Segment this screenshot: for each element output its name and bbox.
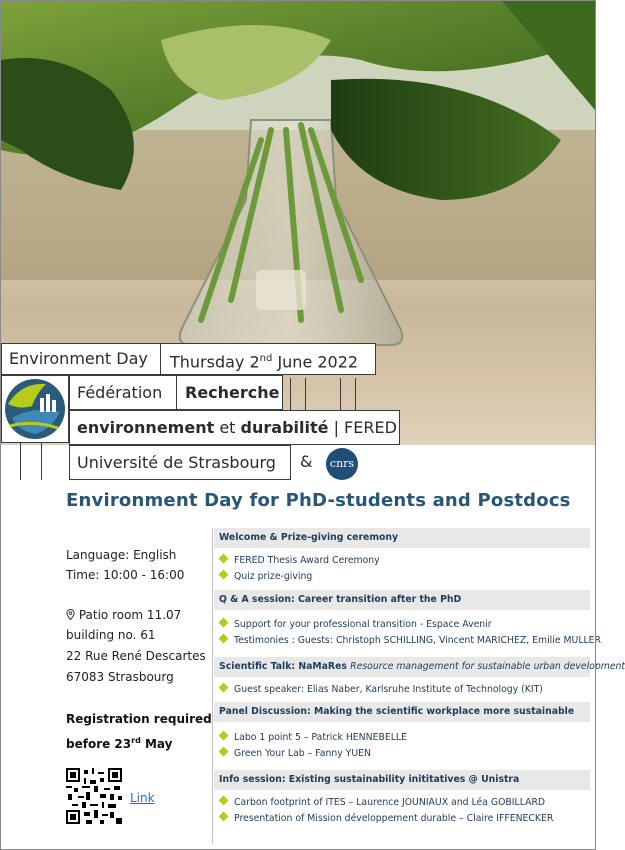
recherche-label: Recherche bbox=[185, 383, 280, 402]
list-item: Labo 1 point 5 – Patrick HENNEBELLE bbox=[220, 730, 407, 746]
page-title: Environment Day for PhD-students and Postdocs bbox=[66, 490, 571, 511]
bullet-diamond-icon bbox=[219, 634, 229, 644]
event-name-box bbox=[1, 343, 161, 375]
qr-code-icon bbox=[66, 768, 122, 824]
building-info: building no. 61 bbox=[66, 628, 156, 642]
cnrs-logo: cnrs bbox=[326, 448, 358, 480]
bullet-diamond-icon bbox=[219, 747, 229, 757]
event-name: Environment Day bbox=[9, 349, 148, 368]
bullet-diamond-icon bbox=[219, 554, 229, 564]
list-item: Quiz prize-giving bbox=[220, 569, 312, 585]
durabilite-label: durabilité bbox=[240, 418, 329, 437]
fered-logo bbox=[1, 375, 69, 443]
fered-logo-icon bbox=[2, 376, 68, 442]
room-text: Patio room 11.07 bbox=[78, 608, 182, 622]
university-label-box bbox=[69, 445, 291, 480]
street-info: 22 Rue René Descartes bbox=[66, 649, 206, 663]
event-date-box bbox=[160, 343, 376, 375]
bullet-diamond-icon bbox=[219, 618, 229, 628]
bullet-diamond-icon bbox=[219, 570, 229, 580]
registration-link[interactable]: Link bbox=[130, 791, 155, 805]
date-prefix: Thursday 2 bbox=[170, 352, 260, 372]
list-item: Testimonies : Guests: Christoph SCHILLING, Vincent MARICHEZ, Emilie MULLER bbox=[220, 633, 601, 649]
section-panel: Panel Discussion: Making the scientific workplace more sustainable bbox=[214, 702, 590, 722]
date-suffix-ordinal: nd bbox=[259, 353, 273, 364]
registration-line1: Registration required bbox=[66, 712, 212, 726]
list-item: Guest speaker: Elias Naber, Karlsruhe Institute of Technology (KIT) bbox=[220, 682, 543, 698]
section-info-session: Info session: Existing sustainability inititatives @ Unistra bbox=[214, 770, 590, 790]
list-item: FERED Thesis Award Ceremony bbox=[220, 553, 380, 569]
decor-strip-mid bbox=[290, 378, 306, 410]
fered-acronym: FERED bbox=[344, 418, 397, 437]
city-info: 67083 Strasbourg bbox=[66, 670, 174, 684]
bullet-diamond-icon bbox=[219, 683, 229, 693]
environnement-label: environnement bbox=[77, 418, 215, 437]
et-label: et bbox=[219, 418, 236, 437]
federation-label: Fédération bbox=[77, 383, 163, 402]
recherche-label-box bbox=[176, 375, 283, 410]
list-item: Carbon footprint of ITES – Laurence JOUNIAUX and Léa GOBILLARD bbox=[220, 795, 545, 811]
federation-label-box bbox=[69, 375, 177, 410]
language-info: Language: English bbox=[66, 548, 177, 562]
ampersand: & bbox=[300, 452, 313, 471]
location-pin-icon bbox=[66, 608, 75, 622]
date-rest: June 2022 bbox=[272, 352, 359, 372]
registration-notice bbox=[66, 709, 212, 755]
qr-code[interactable] bbox=[66, 768, 122, 824]
section-welcome: Welcome & Prize-giving ceremony bbox=[214, 528, 590, 548]
bullet-diamond-icon bbox=[219, 796, 229, 806]
section-scientific-talk: Scientific Talk: NaMaRes Resource management for sustainable urban development bbox=[214, 657, 590, 677]
time-info: Time: 10:00 - 16:00 bbox=[66, 568, 185, 582]
section-qa: Q & A session: Career transition after the PhD bbox=[214, 590, 590, 610]
environnement-durabilite-box: environnement et durabilité | FERED bbox=[69, 410, 400, 445]
bullet-diamond-icon bbox=[219, 731, 229, 741]
list-item: Presentation of Mission développement durable – Claire IFFENECKER bbox=[220, 811, 553, 827]
registration-line2: before 23rd May bbox=[66, 736, 173, 751]
list-item: Green Your Lab – Fanny YUEN bbox=[220, 746, 371, 762]
decor-strip-right bbox=[340, 378, 356, 410]
list-item: Support for your professional transition - Espace Avenir bbox=[220, 617, 492, 633]
university-label: Université de Strasbourg bbox=[77, 453, 276, 472]
bullet-diamond-icon bbox=[219, 812, 229, 822]
room-info bbox=[66, 605, 181, 625]
decor-strip-left bbox=[20, 443, 42, 480]
program-divider bbox=[212, 528, 213, 844]
